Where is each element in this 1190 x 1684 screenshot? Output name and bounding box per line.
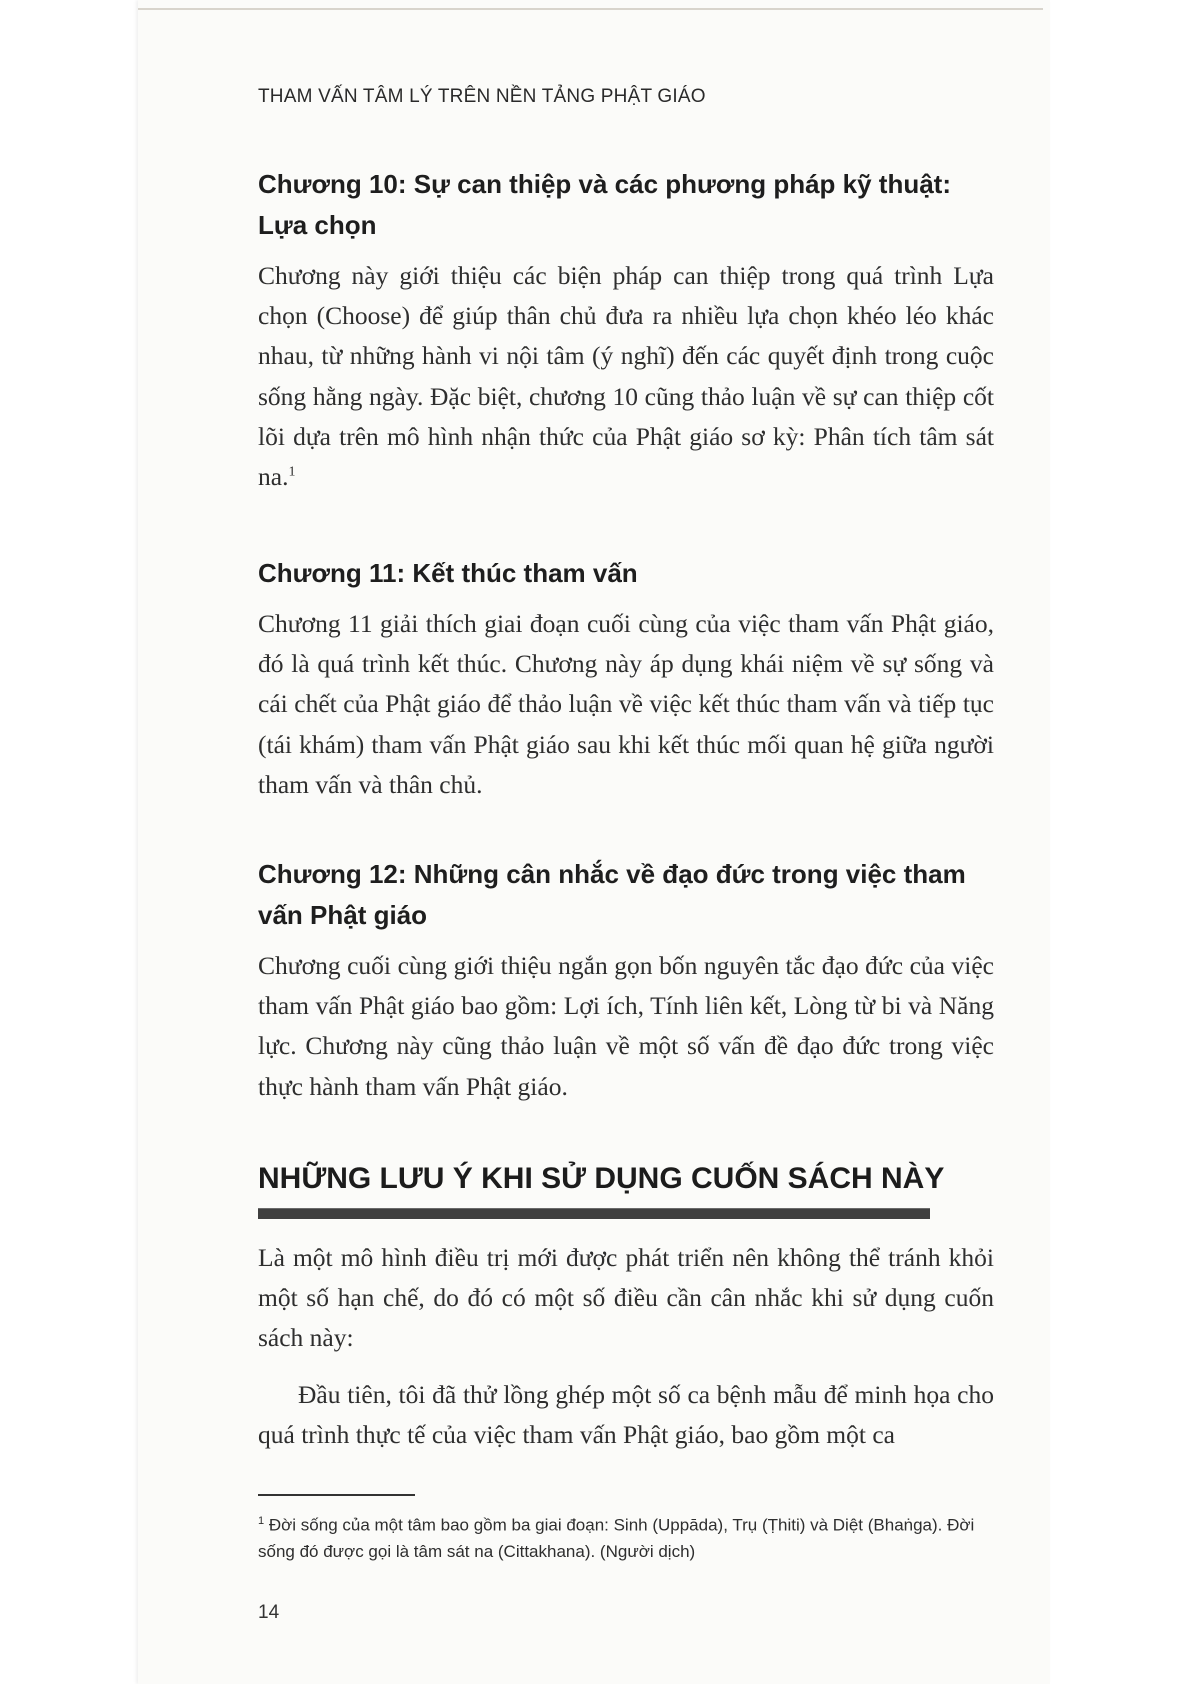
chapter-11-block [258,553,994,805]
section-title-underline [258,1208,930,1219]
chapter-12-block [258,854,994,1107]
chapter-11-body: Chương 11 giải thích giai đoạn cuối cùng của việc tham vấn Phật giáo, đó là quá trình kết thúc. Chương này áp dụng khái niệm về sự sống và cái chết của Phật giáo để thảo luận về việc kết thúc tham vấn và tiếp tục (tái khám) tham vấn Phật giáo sau khi kết thúc mối quan hệ giữa người tham vấn và thân chủ. [258,609,994,799]
running-head: THAM VẤN TÂM LÝ TRÊN NỀN TẢNG PHẬT GIÁO [258,86,706,107]
footnote [258,1508,994,1565]
footnote-separator [258,1494,415,1496]
page-top-edge [138,8,1043,10]
chapter-12-heading [258,854,994,936]
chapter-10-body [258,256,994,497]
chapter-12-heading-line2: vấn Phật giáo [258,900,428,930]
chapter-12-body: Chương cuối cùng giới thiệu ngắn gọn bốn nguyên tắc đạo đức của việc tham vấn Phật giáo bao gồm: Lợi ích, Tính liên kết, Lòng từ bi và Năng lực. Chương này cũng thảo luận về một số vấn đề đạo đức trong việc thực hành tham vấn Phật giáo. [258,951,994,1101]
chapter-10-heading [258,164,994,246]
page-number: 14 [258,1602,280,1623]
chapter-11-heading: Chương 11: Kết thúc tham vấn [258,558,638,588]
footnote-reference[interactable]: 1 [288,464,296,480]
chapter-10-heading-line2: Lựa chọn [258,210,377,240]
chapter-10-heading-line1: Chương 10: Sự can thiệp và các phương pháp kỹ thuật: [258,169,951,199]
section-paragraph-1: Là một mô hình điều trị mới được phát triển nên không thể tránh khỏi một số hạn chế, do đó có một số điều cần cân nhắc khi sử dụng cuốn sách này: [258,1243,994,1353]
section-paragraph-2: Đầu tiên, tôi đã thử lồng ghép một số ca bệnh mẫu để minh họa cho quá trình thực tế của việc tham vấn Phật giáo, bao gồm một ca [258,1380,994,1450]
footnote-marker: 1 [258,1515,265,1527]
chapter-10-body-text: Chương này giới thiệu các biện pháp can thiệp trong quá trình Lựa chọn (Choose) để giúp thân chủ đưa ra nhiều lựa chọn khéo léo khác nhau, từ những hành vi nội tâm (ý nghĩ) đến các quyết định trong cuộc sống hằng ngày. Đặc biệt, chương 10 cũng thảo luận về sự can thiệp cốt lõi dựa trên mô hình nhận thức của Phật giáo sơ kỳ: Phân tích tâm sát na. [258,261,994,492]
footnote-text: Đời sống của một tâm bao gồm ba giai đoạn: Sinh (Uppāda), Trụ (Ṭhiti) và Diệt (Bhaṅga). Đời sống đó được gọi là tâm sát na (Cittakhana). (Người dịch) [258,1515,975,1561]
chapter-12-heading-line1: Chương 12: Những cân nhắc về đạo đức trong việc tham [258,859,966,889]
chapter-10-block [258,164,994,497]
section-title: NHỮNG LƯU Ý KHI SỬ DỤNG CUỐN SÁCH NÀY [258,1162,945,1195]
